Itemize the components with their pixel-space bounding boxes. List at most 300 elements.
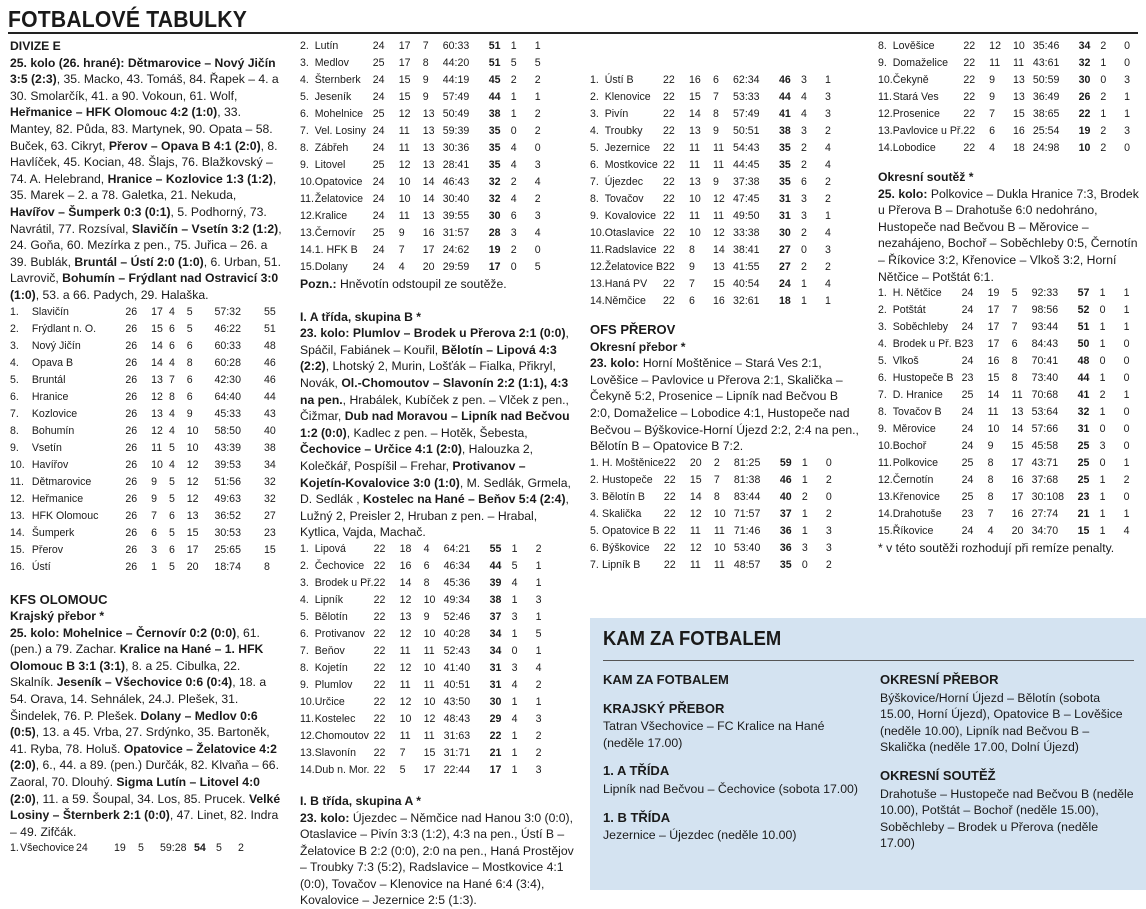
table-cell: 13 [423, 140, 443, 157]
table-cell: 12 [713, 225, 733, 242]
table-row [10, 508, 282, 525]
table-cell: 22 [663, 191, 689, 208]
table-cell: 10 [187, 423, 215, 440]
table-cell: 13. [300, 225, 315, 242]
table-row [878, 72, 1140, 89]
table-cell: 22 [663, 157, 689, 174]
table-cell: Černovír [315, 225, 373, 242]
table-cell: 43:39 [214, 440, 264, 457]
table-cell: 22 [374, 711, 400, 728]
table-cell: 9 [151, 491, 169, 508]
table-cell: 22 [374, 626, 400, 643]
table-cell: 1. [10, 840, 20, 857]
table-cell: 4 [512, 677, 536, 694]
table-cell: 14. [878, 140, 893, 157]
table-cell: 10. [300, 174, 315, 191]
table-cell: 6. [300, 626, 315, 643]
table-cell: 44 [490, 558, 512, 575]
table-row [590, 89, 841, 106]
table-cell: 6 [169, 508, 187, 525]
table-cell: 9 [187, 406, 215, 423]
table-cell: 24 [76, 840, 114, 857]
table-cell: 8 [169, 389, 187, 406]
table-cell: 15 [187, 525, 215, 542]
table-cell: 46:43 [443, 174, 489, 191]
okresni-soutez-heading: Okresní soutěž * [878, 169, 1140, 186]
table-cell: 8 [713, 106, 733, 123]
table-cell: 1 [1124, 302, 1140, 319]
table-cell: 2. [590, 89, 605, 106]
table-cell: 57 [1078, 285, 1100, 302]
table-cell: 22 [663, 106, 689, 123]
table-cell: 22 [963, 55, 989, 72]
table-cell: 22 [663, 72, 689, 89]
table-cell: 2 [1100, 123, 1124, 140]
table-cell: 6. [590, 157, 605, 174]
table-row [300, 106, 551, 123]
table-cell: 11 [400, 728, 424, 745]
table-row [300, 55, 551, 72]
table-row [300, 609, 552, 626]
table-cell: 10 [424, 660, 444, 677]
table-cell: 27:74 [1032, 506, 1078, 523]
table-cell: 1 [536, 558, 552, 575]
table-cell: 45 [489, 72, 511, 89]
table-cell: 12 [400, 626, 424, 643]
table-cell: 22 [374, 762, 400, 779]
table-cell: 2 [536, 677, 552, 694]
table-cell: 5. [300, 89, 315, 106]
table-cell: 5 [400, 762, 424, 779]
table-cell: 26 [125, 559, 151, 576]
table-cell: 8 [187, 355, 215, 372]
table-cell: 6 [1012, 336, 1032, 353]
table-cell: 4 [825, 225, 841, 242]
table-cell: 8. [300, 140, 315, 157]
table-row [10, 389, 282, 406]
table-row [300, 592, 552, 609]
table-cell: 2 [511, 72, 535, 89]
table-cell: 3 [536, 711, 552, 728]
table-cell: 6 [424, 558, 444, 575]
table-cell: 2 [801, 259, 825, 276]
table-cell: 1 [1100, 370, 1124, 387]
table-cell: 17 [399, 38, 423, 55]
table-cell: Frýdlant n. O. [32, 321, 126, 338]
table-cell: 6 [713, 72, 733, 89]
table-cell: 30 [490, 694, 512, 711]
table-cell: 8. [878, 404, 893, 421]
table-row [10, 423, 282, 440]
table-row [878, 123, 1140, 140]
table-cell: 22 [664, 523, 690, 540]
table-cell: Radslavice [605, 242, 663, 259]
table-cell: 34 [264, 457, 282, 474]
table-cell: 52:43 [444, 643, 490, 660]
table-cell: Nový Jičín [32, 338, 126, 355]
table-cell: 71:57 [734, 506, 780, 523]
table-cell: 36:49 [1033, 89, 1079, 106]
table-cell: 3 [825, 89, 841, 106]
table-cell: 40:51 [444, 677, 490, 694]
table-cell: 45:36 [444, 575, 490, 592]
table-cell: 3 [826, 523, 842, 540]
table-cell: 62:34 [733, 72, 779, 89]
table-cell: Čechovice [315, 558, 374, 575]
table-cell: Dolany [315, 259, 373, 276]
table-cell: 40:54 [733, 276, 779, 293]
okresni-soutez-footnote: * v této soutěži rozhodují při remíze penalty. [878, 540, 1140, 557]
table-cell: 1 [536, 609, 552, 626]
table-cell: 3 [1124, 123, 1140, 140]
table-cell: Želatovice B [605, 259, 663, 276]
table-cell: 9 [988, 438, 1012, 455]
table-cell: 51 [1078, 319, 1100, 336]
table-cell: 34:70 [1032, 523, 1078, 540]
table-cell: 29 [490, 711, 512, 728]
table-cell: 1 [802, 506, 826, 523]
table-row [878, 89, 1140, 106]
table-cell: 9. [10, 440, 32, 457]
table-row [590, 472, 842, 489]
table-row [878, 523, 1140, 540]
table-cell: 1 [1100, 106, 1124, 123]
kfs-results: 25. kolo: Mohelnice – Černovír 0:2 (0:0), 61. (pen.) a 79. Zachar. Kralice na Hané – 1. HFK Olomouc B 3:1 (3:1), 8. a 25. Cibulka, 22. Skalník. Jeseník – Všechovice 0:6 (0:4), 18. a 54. Orava, 14. Sehnálek, 24.J. Plešek, 31. Šindelek, 76. P. Plešek. Dolany – Medlov 0:6 (0:5), 13. a 45. Vrba, 27. Srdýnko, 35. Bartoněk, 41. Ryba, 78. Holuš. Opatovice – Želatovice 4:2 (2:0), 6., 44. a 89. (pen.) Durčák, 82. Klvaňa – 66. Zaoral, 70. Dlouhý. Sigma Lutín – Litovel 4:0 (2:0), 11. a 59. Šoupal, 34. Los, 85. Prucek. Velké Losiny – Šternberk 2:1 (0:0), 47. Linet, 82. Indra – 49. Zifčák. [10, 625, 282, 841]
table-cell: 4 [169, 304, 187, 321]
table-cell: 5 [536, 626, 552, 643]
table-cell: 26 [125, 440, 151, 457]
kfs-table-row1 [10, 840, 256, 857]
table-row [10, 525, 282, 542]
table-row [878, 106, 1140, 123]
table-cell: Brodek u Př. B [893, 336, 962, 353]
table-cell: 0 [1124, 353, 1140, 370]
table-cell: 1 [1100, 319, 1124, 336]
table-cell: 5. [590, 140, 605, 157]
table-cell: 10 [1079, 140, 1101, 157]
table-cell: 5 [1012, 285, 1032, 302]
table-cell: 37:68 [1032, 472, 1078, 489]
b-trida-heading: I. B třída, skupina A * [300, 793, 574, 810]
table-cell: 2 [714, 455, 734, 472]
table-cell: 12 [690, 506, 714, 523]
table-row [10, 304, 282, 321]
table-cell: H. Nětčice [893, 285, 962, 302]
table-cell: 22 [374, 643, 400, 660]
table-cell: 4 [399, 259, 423, 276]
table-cell: 10. [300, 694, 315, 711]
table-cell: 31 [1078, 421, 1100, 438]
table-cell: 10 [714, 506, 734, 523]
table-cell: 81:25 [734, 455, 780, 472]
table-cell: 1 [802, 523, 826, 540]
table-cell: 16 [1012, 506, 1032, 523]
table-cell: 9 [423, 89, 443, 106]
table-cell: 57:32 [214, 304, 264, 321]
table-cell: 3 [535, 157, 551, 174]
table-cell: 7 [988, 506, 1012, 523]
table-cell: 22 [963, 140, 989, 157]
table-cell: 17 [187, 542, 215, 559]
table-cell: 34 [1079, 38, 1101, 55]
table-cell: Zábřeh [315, 140, 373, 157]
table-cell: 2 [536, 728, 552, 745]
table-cell: 5 [138, 840, 160, 857]
table-cell: 15 [399, 89, 423, 106]
table-cell: 22 [374, 745, 400, 762]
table-cell: 36 [780, 523, 802, 540]
table-cell: 7 [1012, 302, 1032, 319]
table-cell: 12 [399, 106, 423, 123]
table-cell: 2 [535, 123, 551, 140]
table-cell: 37 [780, 506, 802, 523]
table-cell: 0 [1100, 353, 1124, 370]
table-cell: Drahotuše [893, 506, 962, 523]
table-cell: Soběchleby [893, 319, 962, 336]
kam-title: KAM ZA FOTBALEM [603, 628, 781, 651]
table-cell: 59 [780, 455, 802, 472]
table-cell: 5. [300, 609, 315, 626]
table-cell: 4 [535, 174, 551, 191]
table-cell: 28 [489, 225, 511, 242]
table-cell: 9 [989, 89, 1013, 106]
table-cell: 44 [264, 389, 282, 406]
table-cell: 5 [187, 321, 215, 338]
table-cell: 30:108 [1032, 489, 1078, 506]
table-cell: 9 [399, 225, 423, 242]
table-cell: 4 [512, 711, 536, 728]
table-cell: Kralice [315, 208, 373, 225]
table-cell: 16. [10, 559, 32, 576]
table-row [300, 575, 552, 592]
table-row [300, 626, 552, 643]
table-cell: 14 [1012, 421, 1032, 438]
table-cell: 15 [399, 72, 423, 89]
table-cell: 12. [300, 728, 315, 745]
table-cell: 10 [399, 191, 423, 208]
table-row [590, 72, 841, 89]
divize-heading: DIVIZE E [10, 38, 282, 55]
table-cell: 4 [989, 140, 1013, 157]
table-cell: Ústí B [605, 72, 663, 89]
table-cell: 2 [825, 259, 841, 276]
table-cell: 5 [216, 840, 238, 857]
table-row [300, 677, 552, 694]
table-cell: 1 [512, 728, 536, 745]
table-cell: 10 [1013, 38, 1033, 55]
table-row [878, 38, 1140, 55]
table-cell: 10. [10, 457, 32, 474]
table-cell: 46 [780, 472, 802, 489]
table-cell: 12 [151, 389, 169, 406]
masthead [8, 4, 1138, 34]
table-cell: 2 [825, 191, 841, 208]
table-cell: 2 [511, 242, 535, 259]
table-cell: 22:44 [444, 762, 490, 779]
table-cell: 15 [689, 89, 713, 106]
table-cell: 11 [713, 140, 733, 157]
table-cell: 9 [424, 609, 444, 626]
table-cell: 34 [490, 643, 512, 660]
table-cell: 22 [374, 609, 400, 626]
table-cell: 11 [424, 677, 444, 694]
table-cell: 17 [490, 762, 512, 779]
table-row [10, 457, 282, 474]
kam-section-heading: KRAJSKÝ PŘEBOR [603, 701, 861, 718]
table-cell: 9. [878, 421, 893, 438]
table-cell: 11 [399, 208, 423, 225]
table-cell: 60:33 [214, 338, 264, 355]
table-cell: 2. [878, 302, 893, 319]
table-cell: 26 [125, 542, 151, 559]
table-cell: 58:50 [214, 423, 264, 440]
kam-section-heading: 1. B TŘÍDA [603, 810, 861, 827]
table-cell: 8. [878, 38, 893, 55]
table-row [590, 276, 841, 293]
table-cell: 7. [300, 643, 315, 660]
table-cell: 8 [423, 55, 443, 72]
table-cell: 30 [1079, 72, 1101, 89]
table-cell: Bruntál [32, 372, 126, 389]
kam-left-column [603, 666, 861, 844]
table-cell: 13 [1013, 89, 1033, 106]
table-row [878, 455, 1140, 472]
table-cell: Opatovice [315, 174, 373, 191]
table-cell: 16 [713, 293, 733, 310]
table-cell: 8 [689, 242, 713, 259]
table-cell: Mostkovice [605, 157, 663, 174]
table-cell: Medlov [315, 55, 373, 72]
table-cell: 33:38 [733, 225, 779, 242]
table-row [300, 259, 551, 276]
table-cell: HFK Olomouc [32, 508, 126, 525]
table-cell: 1 [801, 276, 825, 293]
table-cell: Haná PV [605, 276, 663, 293]
column-4 [878, 38, 1140, 557]
table-cell: 2 [1100, 140, 1124, 157]
table-cell: 15 [1012, 438, 1032, 455]
table-cell: 9 [713, 174, 733, 191]
table-cell: 44:45 [733, 157, 779, 174]
table-cell: 2 [801, 157, 825, 174]
table-cell: 20 [187, 559, 215, 576]
table-row [300, 191, 551, 208]
table-cell: 1. [878, 285, 893, 302]
table-cell: 0 [826, 489, 842, 506]
table-cell: 49:34 [444, 592, 490, 609]
table-cell: 26 [125, 491, 151, 508]
table-cell: 0 [1100, 455, 1124, 472]
table-cell: 4 [801, 89, 825, 106]
table-cell: 13 [689, 123, 713, 140]
table-row [10, 372, 282, 389]
table-cell: Skalička [602, 506, 664, 523]
table-cell: 22 [663, 174, 689, 191]
table-cell: 1 [801, 293, 825, 310]
table-cell: Hustopeče B [893, 370, 962, 387]
table-cell: 50:51 [733, 123, 779, 140]
table-cell: 4 [169, 355, 187, 372]
table-cell: 26 [125, 423, 151, 440]
table-row [590, 293, 841, 310]
table-cell: Otaslavice [605, 225, 663, 242]
table-cell: D. Hranice [893, 387, 962, 404]
table-cell: 16 [1012, 472, 1032, 489]
table-cell: 43 [264, 406, 282, 423]
table-row [300, 762, 552, 779]
table-cell: 35:46 [1033, 38, 1079, 55]
table-cell: 53:40 [734, 540, 780, 557]
table-cell: 26 [125, 355, 151, 372]
table-cell: 38:65 [1033, 106, 1079, 123]
table-cell: 2. [10, 321, 32, 338]
table-row [590, 157, 841, 174]
table-cell: Býškovice [602, 540, 664, 557]
table-cell: 31:63 [444, 728, 490, 745]
table-cell: 71:46 [734, 523, 780, 540]
table-cell: 20 [1012, 523, 1032, 540]
table-cell: 38 [264, 440, 282, 457]
table-cell: 11 [989, 55, 1013, 72]
table-cell: 2 [535, 191, 551, 208]
table-cell: 22 [663, 225, 689, 242]
table-cell: 46 [264, 372, 282, 389]
table-cell: 40:28 [444, 626, 490, 643]
table-cell: 0 [1124, 55, 1140, 72]
table-cell: 53:33 [733, 89, 779, 106]
table-cell: 13 [187, 508, 215, 525]
table-cell: 21 [490, 745, 512, 762]
table-cell: 7 [399, 242, 423, 259]
table-cell: 1 [1124, 455, 1140, 472]
table-cell: 3 [801, 72, 825, 89]
table-cell: 2. [300, 558, 315, 575]
kfs-note: Pozn.: Hněvotín odstoupil ze soutěže. [300, 276, 574, 293]
table-cell: 13 [151, 372, 169, 389]
table-cell: 26 [125, 389, 151, 406]
table-cell: 35 [779, 157, 801, 174]
table-cell: 10 [399, 174, 423, 191]
table-cell: 4 [511, 157, 535, 174]
table-cell: 57:49 [443, 89, 489, 106]
table-cell: 1 [825, 72, 841, 89]
table-cell: 14. [590, 293, 605, 310]
table-cell: 3 [511, 225, 535, 242]
table-cell: 1 [511, 38, 535, 55]
table-row [590, 506, 842, 523]
table-row [300, 558, 552, 575]
table-cell: 5. [10, 372, 32, 389]
table-cell: 22 [664, 557, 690, 574]
table-cell: 17 [988, 302, 1012, 319]
table-cell: 3 [801, 123, 825, 140]
table-cell: 36 [780, 540, 802, 557]
table-cell: 0 [1100, 302, 1124, 319]
table-cell: 12 [400, 660, 424, 677]
table-cell: 1 [151, 559, 169, 576]
table-cell: 0 [1124, 421, 1140, 438]
table-cell: 52:46 [444, 609, 490, 626]
table-cell: 23 [962, 506, 988, 523]
table-cell: 17 [424, 762, 444, 779]
table-cell: 31 [779, 191, 801, 208]
table-cell: 31 [490, 677, 512, 694]
ofs-subheading: Okresní přebor * [590, 339, 860, 356]
table-cell: 22 [663, 140, 689, 157]
table-cell: 27 [779, 242, 801, 259]
table-cell: 1 [1100, 489, 1124, 506]
table-cell: 5 [169, 491, 187, 508]
